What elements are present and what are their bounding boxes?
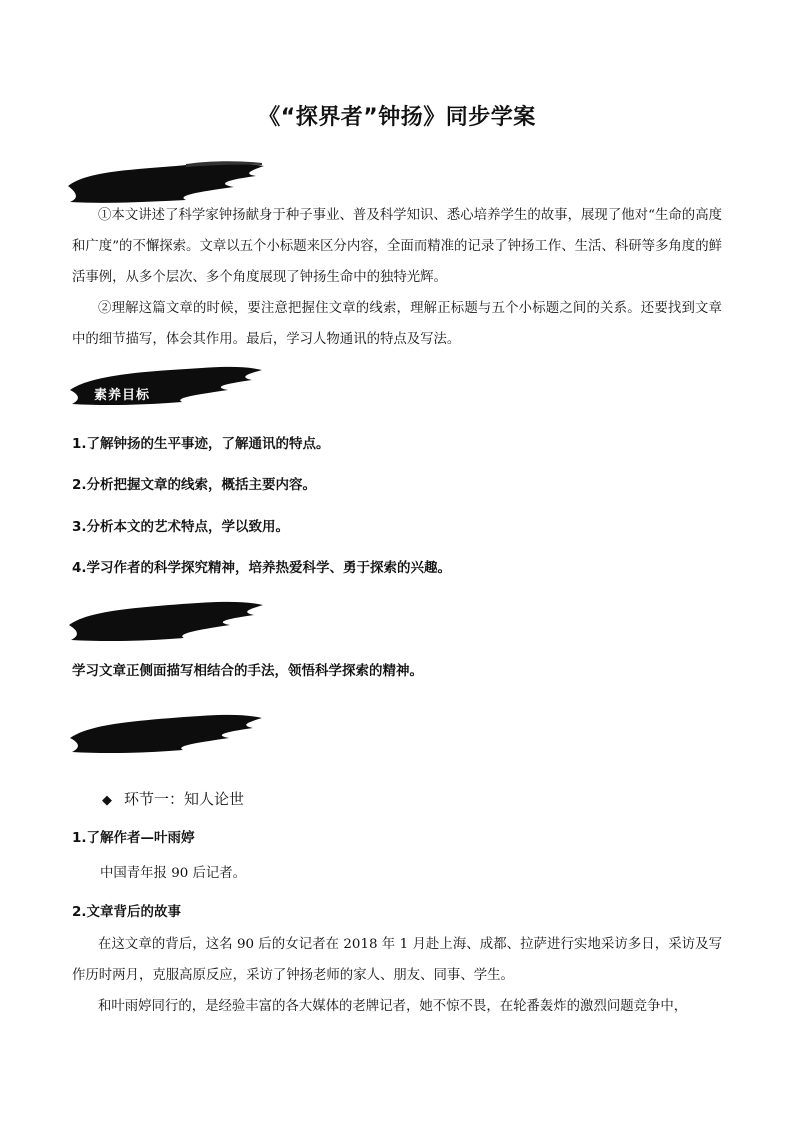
page-title: 《“探界者”钟扬》同步学案	[258, 105, 536, 130]
section-heading	[102, 788, 244, 809]
banner-label: 素养目标	[94, 388, 151, 403]
ink-brush-stroke	[66, 598, 266, 644]
goal-item: 2.分析把握文章的线索，概括主要内容。	[72, 477, 317, 493]
section-banner	[66, 362, 266, 408]
section-banner	[66, 710, 266, 756]
section-title: 环节一：知人论世	[124, 790, 245, 808]
diamond-icon: ◆	[102, 793, 112, 808]
intro-paragraph: ②理解这篇文章的时候，要注意把握住文章的线索，理解正标题与五个小标题之间的关系。还要找到文章中的细节描写，体会其作用。最后，学习人物通讯的特点及写法。	[72, 301, 722, 347]
body-paragraph: 在这文章的背后，这名 90 后的女记者在 2018 年 1 月赴上海、成都、拉萨进行实地采访多日，采访及写作历时两月，克服高原反应，采访了钟扬老师的家人、朋友、同事、学生。	[72, 937, 722, 983]
item-heading: 2.文章背后的故事	[72, 904, 182, 920]
goal-item: 4.学习作者的科学探究精神，培养热爱科学、勇于探索的兴趣。	[72, 560, 452, 576]
item-heading: 1.了解作者—叶雨婷	[72, 830, 195, 846]
item-text: 中国青年报 90 后记者。	[100, 866, 247, 881]
goal-item: 3.分析本文的艺术特点，学以致用。	[72, 519, 290, 535]
section-banner	[66, 598, 266, 644]
key-point: 学习文章正侧面描写相结合的手法，领悟科学探索的精神。	[72, 663, 423, 679]
ink-brush-stroke	[66, 710, 266, 756]
goal-item: 1.了解钟扬的生平事迹，了解通讯的特点。	[72, 436, 330, 452]
body-paragraph: 和叶雨婷同行的，是经验丰富的各大媒体的老牌记者，她不惊不畏，在轮番轰炸的激烈问题竞争中，	[98, 999, 688, 1014]
intro-paragraph: ①本文讲述了科学家钟扬献身于种子事业、普及科学知识、悉心培养学生的故事，展现了他对“生命的高度和广度”的不懈探索。文章以五个小标题来区分内容，全面而精准的记录了钟扬工作、生活、科研等多角度的鲜活事例，从多个层次、多个角度展现了钟扬生命中的独特光辉。	[72, 208, 722, 285]
